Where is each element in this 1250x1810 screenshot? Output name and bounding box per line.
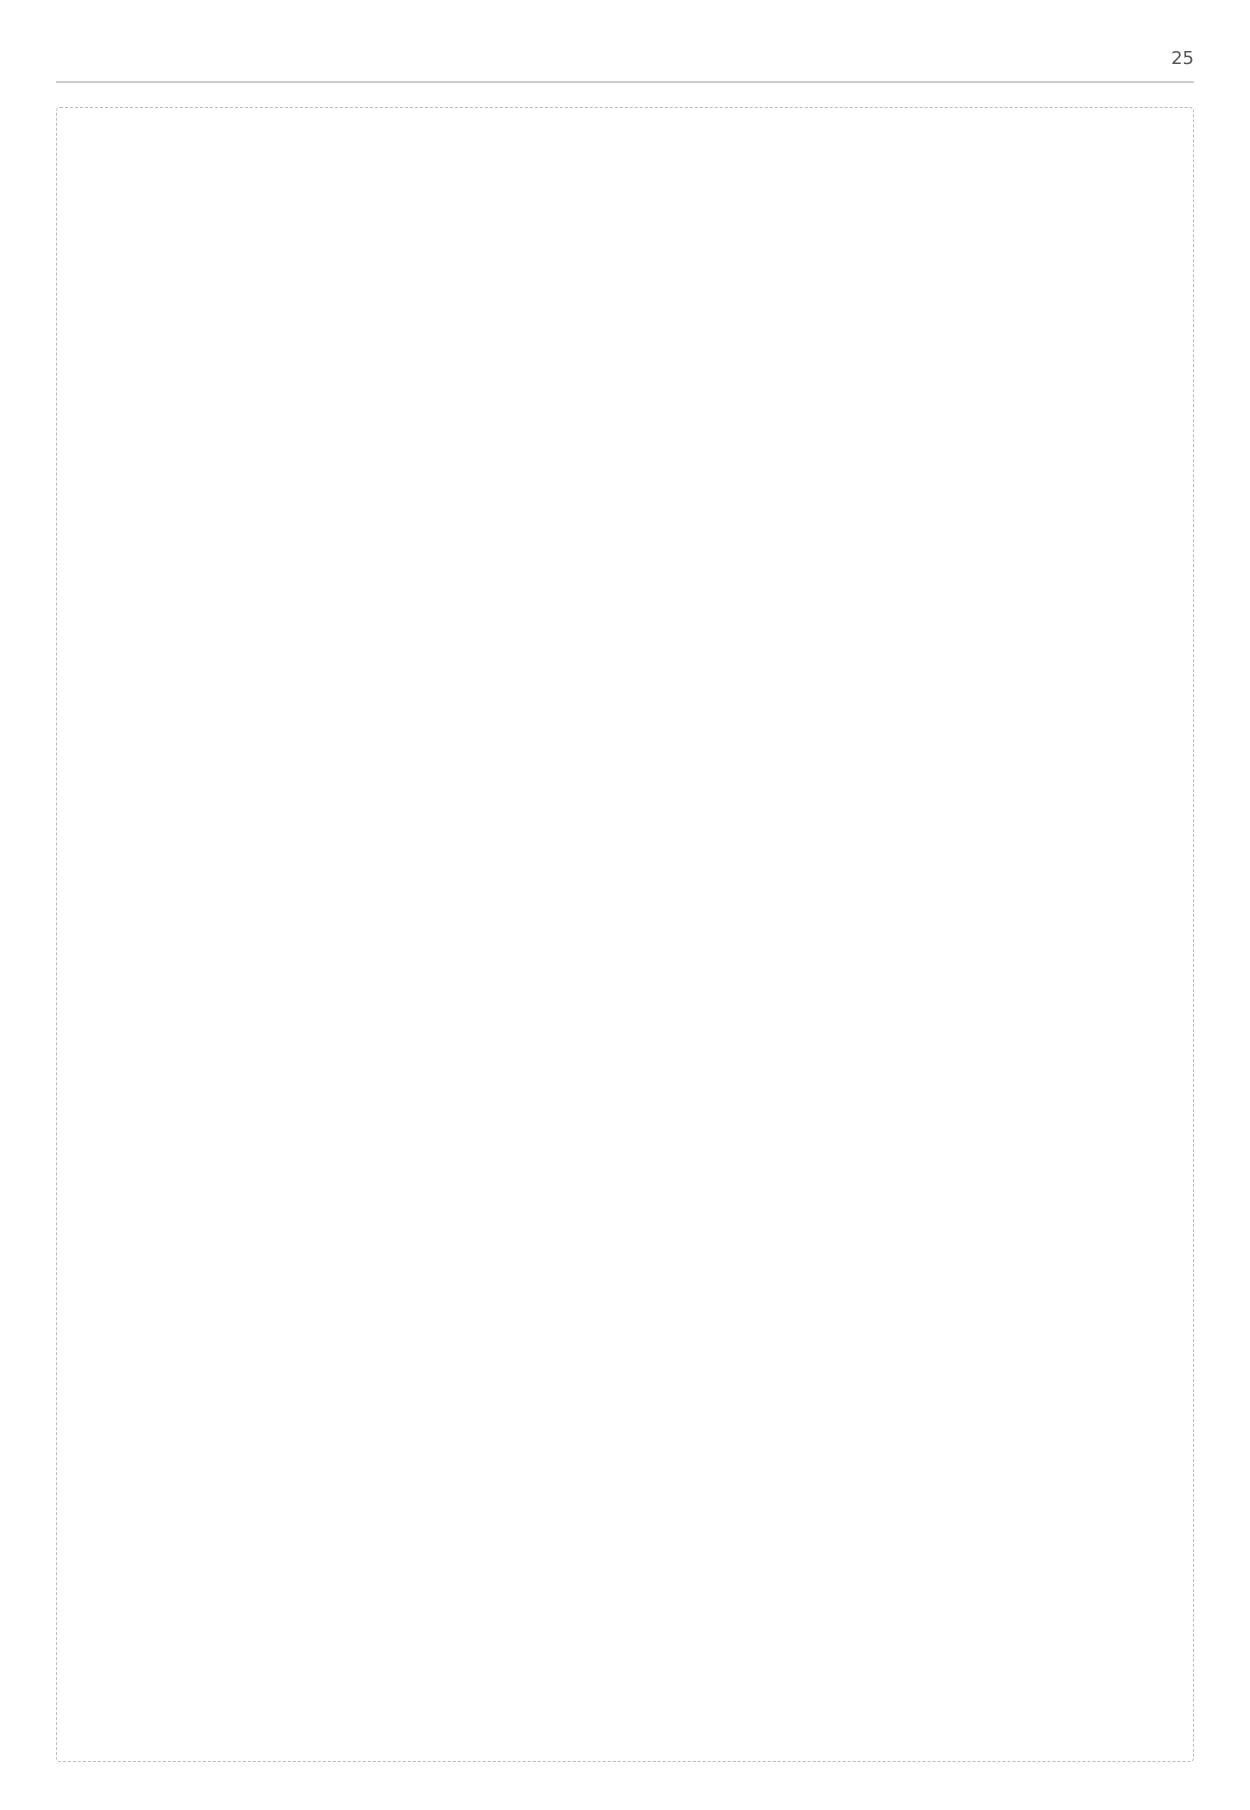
page-number: 25 <box>1171 48 1194 69</box>
page-header <box>56 48 1194 83</box>
document-body <box>56 107 1194 1762</box>
